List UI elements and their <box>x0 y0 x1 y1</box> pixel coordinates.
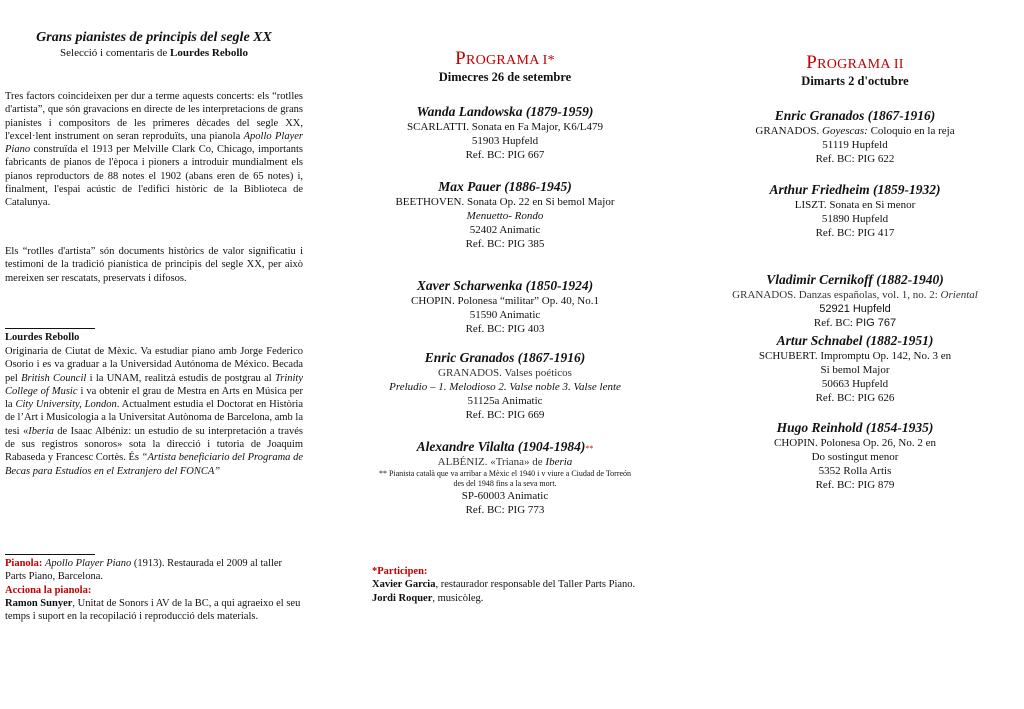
concert-title: Grans pianistes de principis del segle XX <box>36 30 272 45</box>
reference: Ref. BC: PIG 417 <box>815 227 895 239</box>
bio-segment: City University, London <box>15 399 117 411</box>
piece-title: LISZT. Sonata en Si menor <box>794 199 916 211</box>
program-two-title-initial: P <box>806 52 818 73</box>
bio-segment: Iberia <box>28 425 54 437</box>
piece-title-italic: Goyescas: <box>822 125 868 137</box>
acciona-name: Ramon Sunyer <box>5 597 73 609</box>
bio-segment: British Council <box>21 372 87 384</box>
reference: Ref. BC: PIG 773 <box>465 504 545 516</box>
participants <box>372 565 640 605</box>
participant-role: , restaurador responsable del Taller Parts Piano. <box>435 579 636 591</box>
piece-title: CHOPIN. Polonesa “militar” Op. 40, No.1 <box>411 295 599 307</box>
reference-prefix: Ref. BC: <box>813 317 856 329</box>
program-one-date: Dimecres 26 de setembre <box>438 70 572 84</box>
program-item <box>705 420 1005 492</box>
piece-title: CHOPIN. Polonesa Op. 26, No. 2 en <box>774 437 936 449</box>
composer-text: Alexandre Vilalta (1904-1984) <box>416 439 586 454</box>
piece-title <box>705 288 1005 302</box>
program-one-title-initial: P <box>455 48 466 69</box>
composer-name: Wanda Landowska (1879-1959) <box>416 104 594 119</box>
reference <box>705 316 1005 330</box>
composer-name: Enric Granados (1867-1916) <box>774 108 936 123</box>
subtitle-prefix: Selecció i comentaris de <box>60 47 171 59</box>
piece-key: Do sostingut menor <box>811 451 899 463</box>
intro-text-italic: Apollo Player Piano <box>5 130 303 156</box>
composer-name: Xaver Scharwenka (1850-1924) <box>416 278 594 293</box>
intro-paragraph <box>5 90 303 210</box>
roll-number: 50663 Hupfeld <box>821 378 889 390</box>
roll-number: 52402 Animatic <box>469 224 541 236</box>
program-two-date: Dimarts 2 d'octubre <box>801 74 909 88</box>
roll-number: 52921 Hupfeld <box>819 303 891 315</box>
subtitle-author: Lourdes Rebollo <box>170 47 248 59</box>
program-item <box>705 333 1005 405</box>
program-item <box>705 182 1005 240</box>
piece-movements: Preludio – 1. Melodioso 2. Valse noble 3. Valse lente <box>389 381 621 393</box>
piece-title <box>370 455 640 469</box>
program-item <box>370 439 640 517</box>
participant-name: Jordi Roquer <box>372 592 433 604</box>
reference: Ref. BC: PIG 879 <box>815 479 895 491</box>
composer-name: Arthur Friedheim (1859-1932) <box>769 182 941 197</box>
program-item <box>370 179 640 251</box>
composer-name: Artur Schnabel (1882-1951) <box>776 333 934 348</box>
reference: Ref. BC: PIG 667 <box>465 149 545 161</box>
divider <box>5 328 95 329</box>
bio-segment: . Actualment estudia el Doctorat en Història de l’Art i Musicologia a la Universitat Autònoma de Barcelona, amb la tesi « <box>5 399 304 437</box>
composer-name: Max Pauer (1886-1945) <box>438 179 572 194</box>
pianola-label: Pianola: <box>5 558 43 569</box>
composer-name: Vladimir Cernikoff (1882-1940) <box>766 272 944 287</box>
piece-title-italic: Oriental <box>940 289 978 301</box>
roll-number: 51903 Hupfeld <box>471 135 539 147</box>
reference: Ref. BC: PIG 622 <box>815 153 895 165</box>
reference-code: PIG 767 <box>855 317 897 329</box>
reference: Ref. BC: PIG 385 <box>465 238 545 250</box>
program-two-title <box>705 52 1005 76</box>
bio-segment: de Isaac Albéniz: un estudio de su interpretación a través de sus registros sonoros» sota la direcció i tutoria de Joaquim Rabaseda y Francesc Cortès. És <box>5 425 303 464</box>
bio-segment: Originaria de Ciutat de Mèxic. Va estudiar piano amb Jorge Federico Osorio i es va graduar a la Universidad Autónoma de México. Becada pel <box>5 346 303 384</box>
piece-title: BEETHOVEN. Sonata Op. 22 en Si bemol Major <box>395 196 615 208</box>
roll-number: 5352 Rolla Artis <box>818 465 892 477</box>
piece-movements: Menuetto- Rondo <box>466 210 544 222</box>
reference: Ref. BC: PIG 669 <box>465 409 545 421</box>
program-item <box>705 108 1005 166</box>
program-item <box>370 350 640 422</box>
roll-number: SP-60003 Animatic <box>461 490 549 502</box>
piece-title-rest: Coloquio en la reja <box>867 125 955 137</box>
program-two-title-rest: ROGRAMA II <box>817 57 904 72</box>
roll-number: 51119 Hupfeld <box>822 139 888 151</box>
piece-key: Si bemol Major <box>820 364 890 376</box>
bio-segment: “Artista beneficiario del Programa de Becas para Estudios en el Extranjero del FONCA” <box>5 452 303 477</box>
piece-title: SCARLATTI. Sonata en Fa Major, K6/L479 <box>406 121 603 133</box>
pianola-info <box>5 557 303 623</box>
roll-number: 51890 Hupfeld <box>821 213 889 225</box>
pianola-text: (1913). Restaurada el 2009 al taller Parts Piano, Barcelona. <box>5 558 283 583</box>
program-item <box>705 272 1005 330</box>
program-one-title-rest: ROGRAMA I* <box>465 53 555 68</box>
piece-title: SCHUBERT. Impromptu Op. 142, No. 3 en <box>758 350 952 362</box>
roll-number: 51125a Animatic <box>467 395 543 407</box>
footnote: ** Pianista català que va arribar a Mèxic el 1940 i v viure a Ciudad de Torreón des del 1948 fins a la seva mort. <box>378 469 632 488</box>
bio-segment: Trinity College of Music <box>5 372 303 397</box>
acciona-text: , Unitat de Sonors i AV de la BC, a qui agraeixo el seu temps i suport en la recopilació i reproducció dels materials. <box>5 597 301 623</box>
composer-name: Enric Granados (1867-1916) <box>424 350 586 365</box>
acciona-label: Acciona la pianola: <box>5 584 92 596</box>
second-paragraph: Els “rotlles d'artista” són documents històrics de valor significatiu i testimoni de la tradició pianística de principis del segle XX, per això mereixen ser rescatats, preservats i difosos. <box>5 246 303 284</box>
piece-title-text: GRANADOS. <box>755 125 823 137</box>
piece-title-text: ALBÉNIZ. «Triana» de <box>437 456 546 468</box>
piece-title: GRANADOS. Valses poéticos <box>438 367 572 379</box>
bio-paragraph <box>5 345 303 478</box>
program-item <box>370 278 640 336</box>
participants-label: *Participen: <box>372 566 428 577</box>
reference: Ref. BC: PIG 626 <box>815 392 895 404</box>
bio-name: Lourdes Rebollo <box>5 332 80 343</box>
piece-title-italic: Iberia <box>545 456 573 468</box>
composer-name: Hugo Reinhold (1854-1935) <box>776 420 934 435</box>
bio-segment: i va obtenir el grau de Mestra en Arts en Música per la <box>5 385 303 411</box>
concert-subtitle <box>5 46 303 60</box>
roll-number: 51590 Animatic <box>469 309 541 321</box>
pianola-name: Apollo Player Piano <box>44 558 132 569</box>
intro-text-b: construïda el 1913 per Melville Clark Co, Chicago, importants fabricants de pianos de l'època i pioners a introduir mundialment els pianos reproductors de 88 notes el 1902 (abans eren de 65 notes) i, finalment, l'espai acústic de l'edifici històric de la Biblioteca de Catalunya. <box>5 144 303 209</box>
participant-role: , musicòleg. <box>432 592 484 604</box>
program-one-title <box>370 48 640 72</box>
piece-title-text: GRANADOS. Danzas españolas, vol. 1, no. 2: <box>732 289 941 301</box>
participant-name: Xavier Garcia <box>372 579 436 591</box>
piece-title <box>705 124 1005 138</box>
intro-text-a: Tres factors coincideixen per dur a terme aquests concerts: els “rotlles d'artista”, que són gravacions en directe de les interpretacions de grans pianistes i compositors de les primeres dècades del segle XX, l'excel·lent instrument on seran reproduïts, una pianola <box>5 91 303 142</box>
bio-segment: i la UNAM, realitzà estudis de postgrau al <box>86 372 275 384</box>
composer-name <box>370 439 640 455</box>
divider <box>5 554 95 555</box>
footnote-marker: ** <box>585 444 594 453</box>
reference: Ref. BC: PIG 403 <box>465 323 545 335</box>
program-item <box>370 104 640 162</box>
